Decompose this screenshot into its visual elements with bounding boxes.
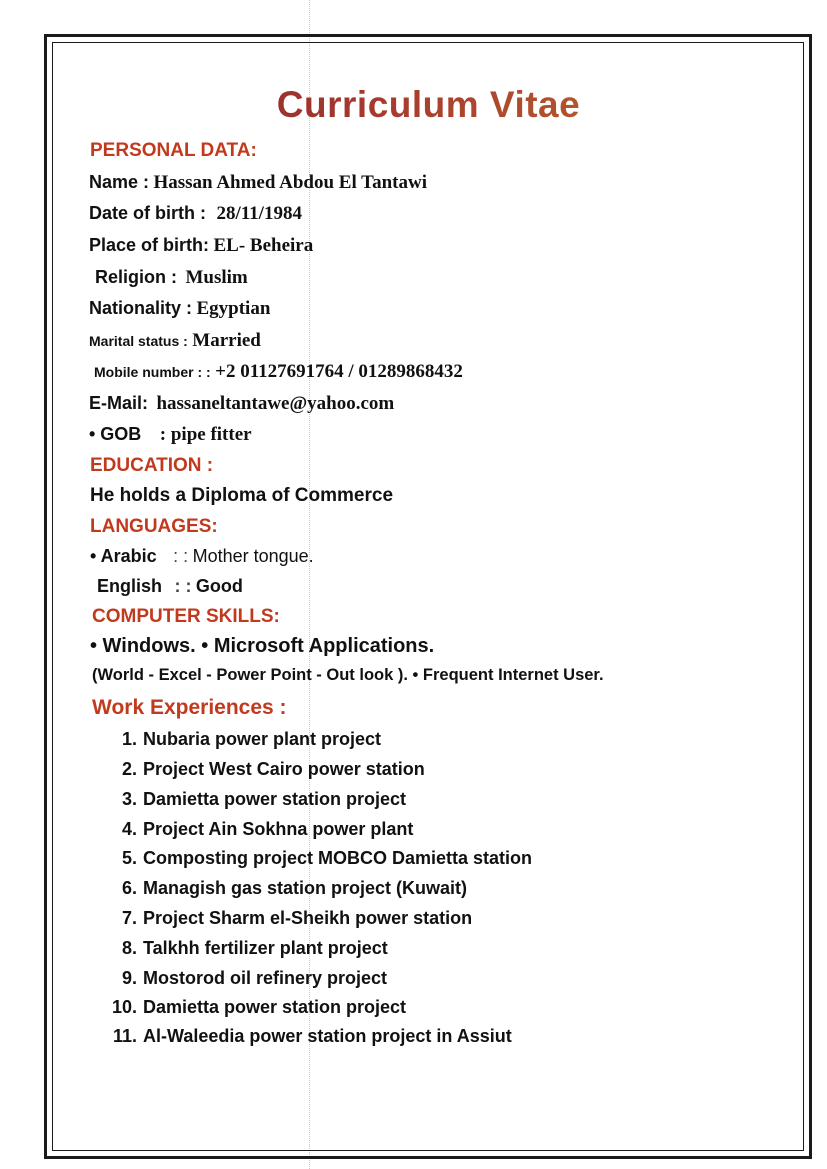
- english-separator: : :: [174, 576, 192, 596]
- work-item-text: Talkhh fertilizer plant project: [143, 938, 388, 958]
- work-item-text: Composting project MOBCO Damietta station: [143, 848, 533, 868]
- nationality-label: Nationality :: [89, 298, 193, 318]
- work-item-number: 6.: [121, 878, 137, 898]
- dob-value: 28/11/1984: [216, 203, 302, 224]
- nationality-value: Egyptian: [196, 298, 271, 319]
- work-item-text: Damietta power station project: [143, 997, 407, 1017]
- pob-row: [89, 235, 313, 257]
- name-row: [89, 172, 427, 194]
- work-item-number: 3.: [121, 789, 137, 809]
- religion-label: Religion :: [95, 267, 177, 287]
- nationality-row: [89, 298, 270, 320]
- mobile-row: [94, 361, 463, 383]
- arabic-label: • Arabic: [90, 546, 157, 566]
- work-item: [107, 938, 388, 959]
- name-value: Hassan Ahmed Abdou El Tantawi: [153, 172, 427, 193]
- gob-value: : pipe fitter: [159, 424, 252, 445]
- work-item: [107, 819, 413, 840]
- pob-label: Place of birth:: [89, 235, 210, 255]
- work-item: [107, 848, 532, 869]
- gob-label: • GOB: [89, 424, 142, 444]
- work-item-number: 9.: [121, 968, 137, 988]
- name-label: Name :: [89, 172, 150, 192]
- work-item: [107, 789, 406, 810]
- work-item: [107, 759, 425, 780]
- work-item-number: 5.: [121, 848, 137, 868]
- marital-value: Married: [192, 330, 261, 351]
- mobile-label: Mobile number : :: [94, 364, 211, 380]
- english-label: English: [97, 576, 163, 596]
- dob-row: [89, 203, 302, 225]
- religion-value: Muslim: [185, 267, 248, 288]
- mobile-value: +2 01127691764 / 01289868432: [215, 361, 463, 382]
- work-experiences-heading: Work Experiences :: [92, 696, 287, 719]
- languages-heading: LANGUAGES:: [90, 516, 218, 537]
- work-item-number: 11.: [112, 1026, 137, 1046]
- email-row: [89, 393, 394, 415]
- work-item-text: Damietta power station project: [143, 789, 407, 809]
- work-item: [107, 729, 381, 750]
- education-heading: EDUCATION :: [90, 455, 214, 476]
- work-item-number: 1.: [121, 729, 137, 749]
- education-text: He holds a Diploma of Commerce: [90, 485, 394, 506]
- english-value: Good: [195, 576, 243, 596]
- language-arabic-row: [90, 546, 314, 567]
- work-item-number: 7.: [121, 908, 137, 928]
- computer-skills-heading: COMPUTER SKILLS:: [92, 606, 280, 627]
- email-value: hassaneltantawe@yahoo.com: [156, 393, 395, 414]
- work-item-text: Mostorod oil refinery project: [143, 968, 388, 988]
- email-label: E-Mail:: [89, 393, 149, 413]
- work-item-text: Al-Waleedia power station project in Assiut: [143, 1026, 512, 1046]
- computer-skills-line-2: (World - Excel - Power Point - Out look ). • Frequent Internet User.: [92, 666, 604, 684]
- dob-label: Date of birth :: [89, 203, 206, 223]
- work-item: [107, 908, 472, 929]
- work-item-text: Project West Cairo power station: [143, 759, 425, 779]
- work-item: [107, 878, 467, 899]
- work-item-text: Nubaria power plant project: [143, 729, 382, 749]
- work-item-text: Project Sharm el-Sheikh power station: [143, 908, 473, 928]
- work-item: [107, 1026, 512, 1047]
- religion-row: [95, 267, 248, 289]
- language-english-row: [97, 576, 243, 597]
- work-item-number: 4.: [121, 819, 137, 839]
- page-title: Curriculum Vitae: [0, 84, 827, 126]
- personal-data-heading: PERSONAL DATA:: [90, 140, 257, 161]
- work-item-number: 8.: [121, 938, 137, 958]
- marital-row: [89, 330, 261, 352]
- gob-row: [89, 424, 252, 446]
- work-item-text: Project Ain Sokhna power plant: [143, 819, 414, 839]
- marital-label: Marital status :: [89, 333, 188, 349]
- work-item-text: Managish gas station project (Kuwait): [143, 878, 468, 898]
- work-item-number: 2.: [121, 759, 137, 779]
- pob-value: EL- Beheira: [213, 235, 314, 256]
- work-item: [107, 968, 387, 989]
- work-item-number: 10.: [111, 997, 137, 1017]
- computer-skills-line-1: • Windows. • Microsoft Applications.: [90, 635, 435, 657]
- arabic-value: Mother tongue.: [192, 546, 314, 566]
- work-item: [107, 997, 406, 1018]
- arabic-separator: : :: [173, 546, 189, 566]
